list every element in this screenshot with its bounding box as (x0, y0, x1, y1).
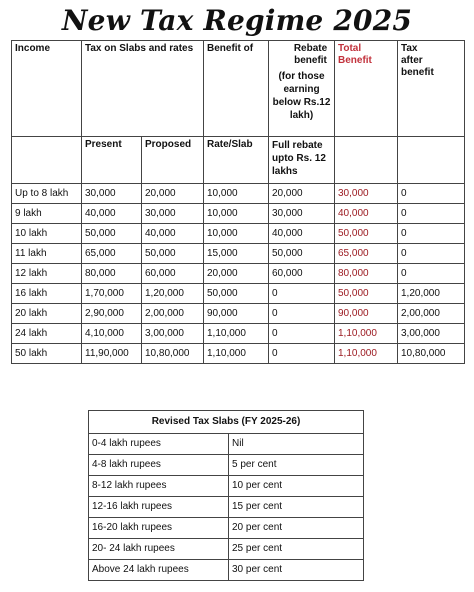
cell-income: 9 lakh (12, 204, 82, 224)
header-tax-after-benefit (398, 41, 465, 137)
table-row (12, 224, 465, 244)
revised-tax-slabs-table (88, 410, 364, 581)
subheader-full-rebate: Full rebate upto Rs. 12 lakhs (269, 137, 335, 184)
page-title: New Tax Regime 2025 (61, 4, 413, 37)
rebate-benefit-note: (for those earning below Rs.12 lakh) (272, 71, 331, 121)
cell-tax-after: 3,00,000 (398, 324, 465, 344)
cell-proposed: 60,000 (142, 264, 204, 284)
cell-rate-slab: 20,000 (204, 264, 269, 284)
slab-rate: 25 per cent (229, 539, 364, 560)
cell-income: 11 lakh (12, 244, 82, 264)
cell-tax-after: 10,80,000 (398, 344, 465, 364)
cell-rebate: 40,000 (269, 224, 335, 244)
subheader-row (12, 137, 465, 184)
cell-rebate: 30,000 (269, 204, 335, 224)
slab-rate: 20 per cent (229, 518, 364, 539)
cell-present: 1,70,000 (82, 284, 142, 304)
slab-range: 0-4 lakh rupees (89, 434, 229, 455)
table-row (12, 324, 465, 344)
slab-row (89, 560, 364, 581)
table-row (12, 244, 465, 264)
cell-proposed: 20,000 (142, 184, 204, 204)
cell-income: 12 lakh (12, 264, 82, 284)
subheader-proposed: Proposed (142, 137, 204, 184)
cell-income: 16 lakh (12, 284, 82, 304)
subheader-rate-slab: Rate/Slab (204, 137, 269, 184)
cell-present: 2,90,000 (82, 304, 142, 324)
slab-caption-row (89, 411, 364, 434)
cell-income: 24 lakh (12, 324, 82, 344)
slab-range: 8-12 lakh rupees (89, 476, 229, 497)
slab-row (89, 539, 364, 560)
cell-rebate: 0 (269, 304, 335, 324)
cell-tax-after: 0 (398, 244, 465, 264)
slab-range: 4-8 lakh rupees (89, 455, 229, 476)
cell-present: 80,000 (82, 264, 142, 284)
cell-proposed: 10,80,000 (142, 344, 204, 364)
slab-range: 16-20 lakh rupees (89, 518, 229, 539)
cell-present: 11,90,000 (82, 344, 142, 364)
cell-income: 50 lakh (12, 344, 82, 364)
cell-present: 30,000 (82, 184, 142, 204)
cell-total-benefit: 90,000 (335, 304, 398, 324)
slab-row (89, 518, 364, 539)
cell-present: 40,000 (82, 204, 142, 224)
cell-rate-slab: 15,000 (204, 244, 269, 264)
cell-rate-slab: 50,000 (204, 284, 269, 304)
cell-total-benefit: 30,000 (335, 184, 398, 204)
cell-proposed: 40,000 (142, 224, 204, 244)
slab-rate: 15 per cent (229, 497, 364, 518)
table-row (12, 344, 465, 364)
header-benefit-of: Benefit of (204, 41, 269, 137)
tax-after-benefit-label: Tax after benefit (401, 43, 434, 78)
header-total-benefit: Total Benefit (335, 41, 398, 137)
tax-comparison-table (11, 40, 465, 364)
cell-rebate: 0 (269, 284, 335, 304)
slab-range: 12-16 lakh rupees (89, 497, 229, 518)
cell-present: 65,000 (82, 244, 142, 264)
cell-rate-slab: 1,10,000 (204, 324, 269, 344)
cell-tax-after: 0 (398, 264, 465, 284)
cell-rate-slab: 10,000 (204, 224, 269, 244)
table-row (12, 264, 465, 284)
subheader-empty-after (398, 137, 465, 184)
slab-rate: 10 per cent (229, 476, 364, 497)
cell-total-benefit: 50,000 (335, 224, 398, 244)
cell-total-benefit: 65,000 (335, 244, 398, 264)
table-row (12, 304, 465, 324)
cell-income: Up to 8 lakh (12, 184, 82, 204)
cell-proposed: 30,000 (142, 204, 204, 224)
cell-income: 10 lakh (12, 224, 82, 244)
cell-rebate: 20,000 (269, 184, 335, 204)
header-rebate-benefit (269, 41, 335, 137)
rebate-benefit-label: Rebate benefit (293, 43, 328, 66)
slab-row (89, 497, 364, 518)
subheader-present: Present (82, 137, 142, 184)
slab-table-caption: Revised Tax Slabs (FY 2025-26) (89, 411, 364, 434)
cell-income: 20 lakh (12, 304, 82, 324)
cell-proposed: 2,00,000 (142, 304, 204, 324)
cell-proposed: 1,20,000 (142, 284, 204, 304)
slab-rate: 5 per cent (229, 455, 364, 476)
cell-rate-slab: 10,000 (204, 184, 269, 204)
cell-tax-after: 2,00,000 (398, 304, 465, 324)
header-income: Income (12, 41, 82, 137)
cell-total-benefit: 1,10,000 (335, 324, 398, 344)
cell-total-benefit: 40,000 (335, 204, 398, 224)
cell-rate-slab: 1,10,000 (204, 344, 269, 364)
cell-rebate: 60,000 (269, 264, 335, 284)
cell-rebate: 0 (269, 324, 335, 344)
subheader-empty-total (335, 137, 398, 184)
subheader-empty (12, 137, 82, 184)
cell-rate-slab: 10,000 (204, 204, 269, 224)
cell-tax-after: 0 (398, 204, 465, 224)
cell-proposed: 3,00,000 (142, 324, 204, 344)
slab-rate: Nil (229, 434, 364, 455)
cell-rate-slab: 90,000 (204, 304, 269, 324)
cell-present: 4,10,000 (82, 324, 142, 344)
cell-tax-after: 0 (398, 224, 465, 244)
cell-total-benefit: 80,000 (335, 264, 398, 284)
cell-rebate: 50,000 (269, 244, 335, 264)
cell-present: 50,000 (82, 224, 142, 244)
slab-row (89, 434, 364, 455)
slab-range: 20- 24 lakh rupees (89, 539, 229, 560)
cell-tax-after: 1,20,000 (398, 284, 465, 304)
slab-rate: 30 per cent (229, 560, 364, 581)
cell-total-benefit: 50,000 (335, 284, 398, 304)
cell-tax-after: 0 (398, 184, 465, 204)
cell-proposed: 50,000 (142, 244, 204, 264)
slab-row (89, 476, 364, 497)
table-row (12, 284, 465, 304)
slab-row (89, 455, 364, 476)
cell-rebate: 0 (269, 344, 335, 364)
header-tax-on-slabs: Tax on Slabs and rates (82, 41, 204, 137)
slab-range: Above 24 lakh rupees (89, 560, 229, 581)
cell-total-benefit: 1,10,000 (335, 344, 398, 364)
header-row (12, 41, 465, 137)
table-row (12, 204, 465, 224)
table-row (12, 184, 465, 204)
